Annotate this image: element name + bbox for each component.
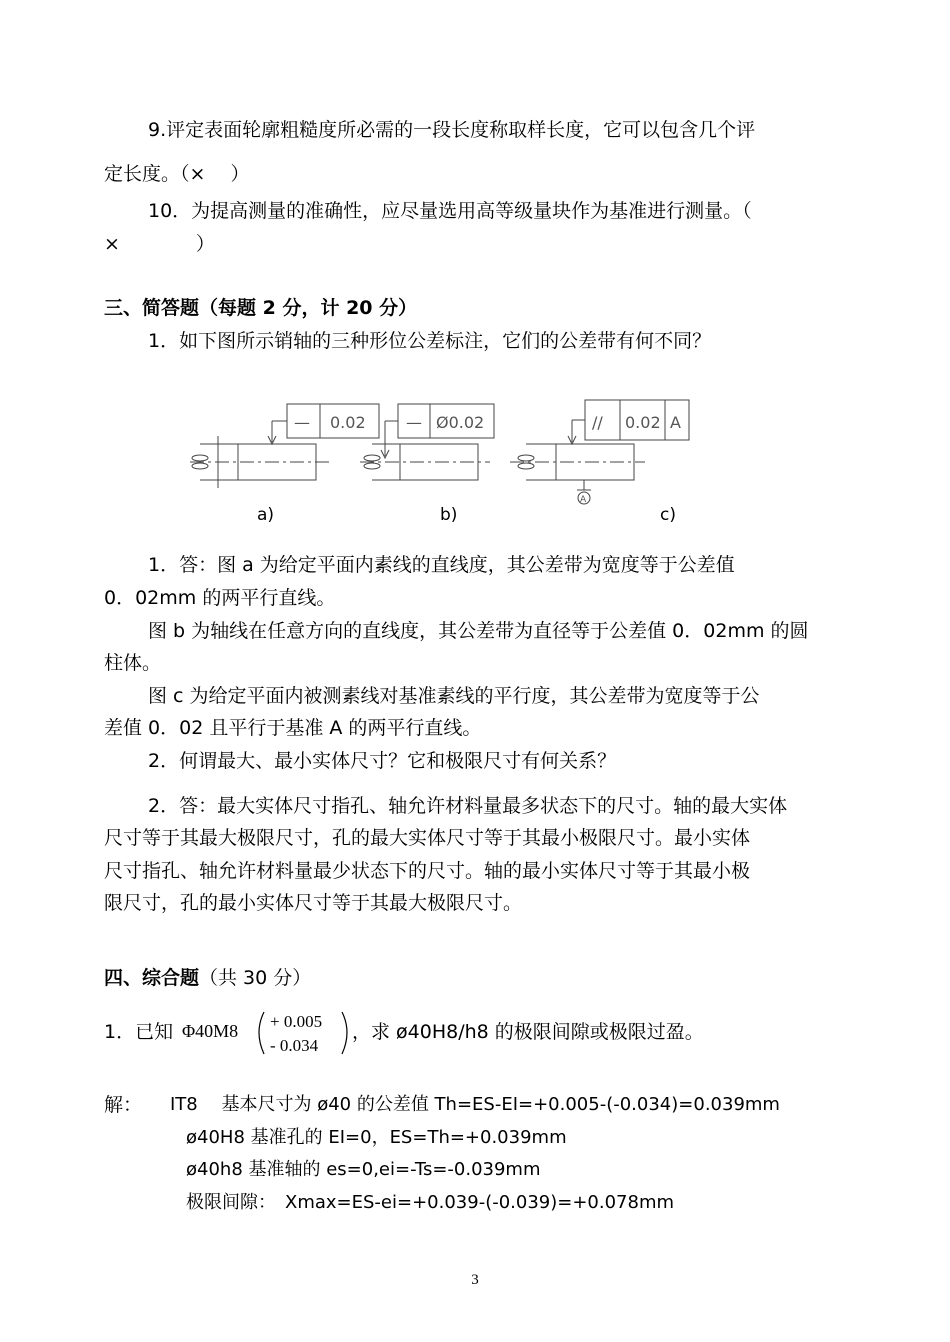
tolerance-formula	[182, 1006, 352, 1058]
answer-1-line3: 图 b 为轴线在任意方向的直线度，其公差带为直径等于公差值 0．02mm 的圆	[148, 620, 809, 642]
solution-line1: IT8 基本尺寸为 ø40 的公差值 Th=ES-EI=+0.005-(-0.034)=0.039mm	[170, 1094, 780, 1115]
answer-1-line5: 图 c 为给定平面内被测素线对基准素线的平行度，其公差带为宽度等于公	[148, 685, 760, 707]
frame-c-symbol: //	[592, 413, 603, 432]
formula-upper: + 0.005	[270, 1012, 323, 1031]
frame-b-symbol: —	[406, 413, 422, 432]
frame-c-datum: A	[670, 413, 681, 432]
section-4-score: （共 30 分）	[199, 967, 312, 989]
caption-b: b)	[440, 505, 458, 522]
answer-1-line6: 差值 0．02 且平行于基准 A 的两平行直线。	[104, 717, 482, 739]
page-number: 3	[471, 1272, 479, 1288]
solution-line4: 极限间隙： Xmax=ES-ei=+0.039-(-0.039)=+0.078mm	[186, 1192, 675, 1213]
section-4-heading	[104, 966, 311, 990]
answer-2-line3: 尺寸指孔、轴允许材料量最少状态下的尺寸。轴的最小实体尺寸等于其最小极	[104, 860, 751, 882]
formula-lower: - 0.034	[270, 1036, 319, 1055]
answer-2-line1: 2．答：最大实体尺寸指孔、轴允许材料量最多状态下的尺寸。轴的最大实体	[148, 795, 788, 817]
q10-line2: × ）	[104, 233, 215, 255]
q10-line1: 10．为提高测量的准确性，应尽量选用高等级量块作为基准进行测量。（	[148, 200, 752, 222]
section-3-title: 三、简答题（每题 2 分，计 20 分）	[104, 297, 418, 319]
frame-a-symbol: —	[294, 413, 310, 432]
comprehensive-1-suffix: ，求 ø40H8/h8 的极限间隙或极限过盈。	[352, 1021, 704, 1043]
frame-c-value: 0.02	[625, 413, 661, 432]
section-4-title: 四、综合题	[104, 967, 200, 989]
answer-1-line4: 柱体。	[104, 652, 162, 674]
solution-line3: ø40h8 基准轴的 es=0,ei=-Ts=-0.039mm	[186, 1159, 541, 1180]
short-answer-2-question: 2．何谓最大、最小实体尺寸？它和极限尺寸有何关系？	[148, 750, 617, 772]
answer-2-line2: 尺寸等于其最大极限尺寸，孔的最大实体尺寸等于其最小极限尺寸。最小实体	[104, 827, 751, 849]
comprehensive-1-prefix: 1．已知	[104, 1021, 174, 1043]
answer-1-line1: 1．答：图 a 为给定平面内素线的直线度，其公差带为宽度等于公差值	[148, 554, 735, 576]
answer-1-line2: 0．02mm 的两平行直线。	[104, 587, 336, 609]
datum-label: A	[580, 495, 587, 505]
solution-line2: ø40H8 基准孔的 EI=0，ES=Th=+0.039mm	[186, 1127, 567, 1148]
answer-2-line4: 限尺寸，孔的最小实体尺寸等于其最大极限尺寸。	[104, 892, 523, 914]
q9-line1: 9.评定表面轮廓粗糙度所必需的一段长度称取样长度，它可以包含几个评	[148, 119, 756, 141]
frame-a-value: 0.02	[330, 413, 366, 432]
tolerance-figure	[180, 392, 720, 522]
short-answer-1-question: 1．如下图所示销轴的三种形位公差标注，它们的公差带有何不同？	[148, 330, 712, 352]
formula-base: Φ40M8	[182, 1021, 239, 1041]
frame-b-value: Ø0.02	[436, 413, 485, 432]
solution-label: 解：	[104, 1094, 143, 1116]
q9-line2: 定长度。（× ）	[104, 163, 250, 185]
caption-a: a)	[257, 505, 275, 522]
caption-c: c)	[660, 505, 676, 522]
